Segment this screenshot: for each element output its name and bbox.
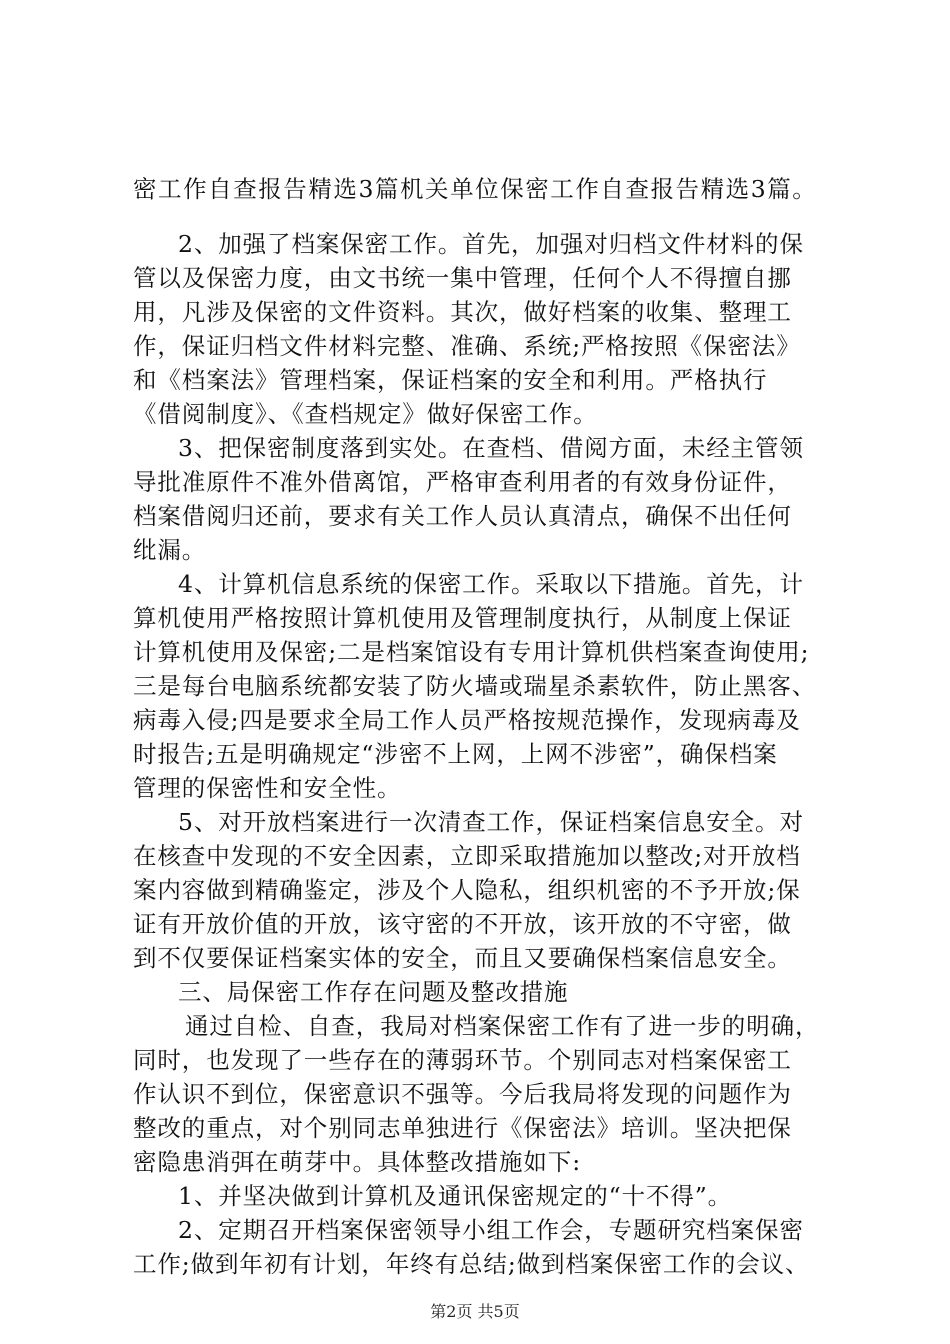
text-line: 3、把保密制度落到实处。在查档、借阅方面，未经主管领 [178, 434, 804, 462]
page-number-footer: 第2页 共5页 [430, 1302, 520, 1321]
text-line: 密隐患消弭在萌芽中。具体整改措施如下: [133, 1148, 582, 1176]
text-line: 用，凡涉及保密的文件资料。其次，做好档案的收集、整理工 [133, 298, 792, 326]
text-line: 1、并坚决做到计算机及通讯保密规定的“十不得”。 [178, 1182, 733, 1210]
text-line: 管以及保密力度，由文书统一集中管理，任何个人不得擅自挪 [133, 264, 792, 292]
text-line: 整改的重点，对个别同志单独进行《保密法》培训。坚决把保 [133, 1114, 792, 1142]
text-line: 算机使用严格按照计算机使用及管理制度执行，从制度上保证 [133, 604, 792, 632]
text-line: 纰漏。 [133, 536, 207, 564]
text-line: 计算机使用及保密;二是档案馆设有专用计算机供档案查询使用; [133, 638, 810, 666]
section-heading: 三、局保密工作存在问题及整改措施 [178, 978, 569, 1006]
text-line: 通过自检、自查，我局对档案保密工作有了进一步的明确， [185, 1012, 820, 1040]
text-line: 5、对开放档案进行一次清查工作，保证档案信息安全。对 [178, 808, 804, 836]
text-line: 档案借阅归还前，要求有关工作人员认真清点，确保不出任何 [133, 502, 792, 530]
text-line: 到不仅要保证档案实体的安全，而且又要确保档案信息安全。 [133, 944, 792, 972]
text-line: 在核查中发现的不安全因素，立即采取措施加以整改;对开放档 [133, 842, 801, 870]
text-line: 2、定期召开档案保密领导小组工作会，专题研究档案保密 [178, 1216, 804, 1244]
text-line: 三是每台电脑系统都安装了防火墙或瑞星杀素软件，防止黑客、 [133, 672, 817, 700]
text-line: 4、计算机信息系统的保密工作。采取以下措施。首先，计 [178, 570, 804, 598]
text-line: 管理的保密性和安全性。 [133, 774, 402, 802]
text-line: 工作;做到年初有计划，年终有总结;做到档案保密工作的会议、 [133, 1250, 810, 1278]
text-line: 和《档案法》管理档案，保证档案的安全和利用。严格执行 [133, 366, 768, 394]
text-line: 病毒入侵;四是要求全局工作人员严格按规范操作，发现病毒及 [133, 706, 801, 734]
text-line: 时报告;五是明确规定“涉密不上网，上网不涉密”，确保档案 [133, 740, 778, 768]
text-line: 密工作自查报告精选3篇机关单位保密工作自查报告精选3篇。 [133, 175, 818, 203]
text-line: 同时，也发现了一些存在的薄弱环节。个别同志对档案保密工 [133, 1046, 792, 1074]
text-line: 作，保证归档文件材料完整、准确、系统;严格按照《保密法》 [133, 332, 801, 360]
text-line: 作认识不到位，保密意识不强等。今后我局将发现的问题作为 [133, 1080, 792, 1108]
text-line: 《借阅制度》、《查档规定》做好保密工作。 [133, 400, 598, 428]
text-line: 导批准原件不准外借离馆，严格审查利用者的有效身份证件， [133, 468, 792, 496]
text-line: 2、加强了档案保密工作。首先，加强对归档文件材料的保 [178, 230, 804, 258]
text-line: 案内容做到精确鉴定，涉及个人隐私，组织机密的不予开放;保 [133, 876, 801, 904]
text-line: 证有开放价值的开放，该守密的不开放，该开放的不守密，做 [133, 910, 792, 938]
